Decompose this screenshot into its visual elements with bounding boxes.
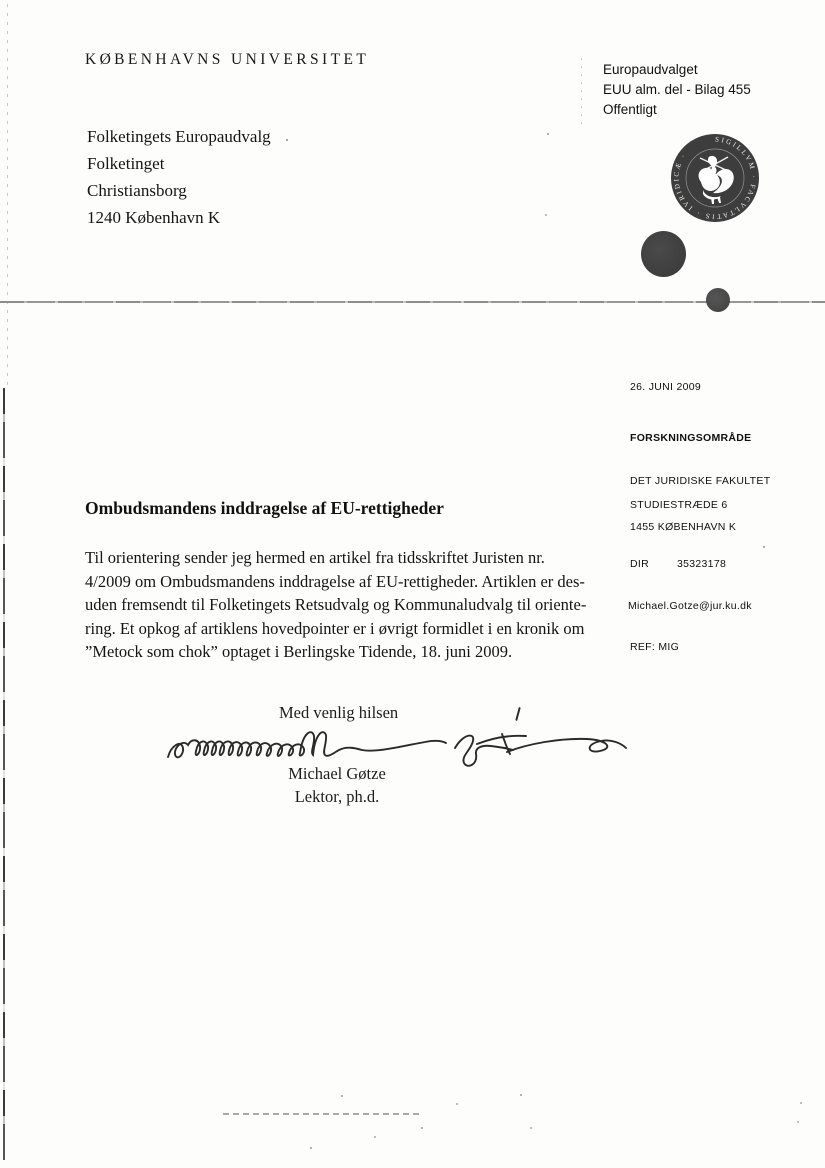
body-line: 4/2009 om Ombudsmandens inddragelse af EU-rettigheder. Artiklen er des- [85, 571, 585, 591]
faculty-name: DET JURIDISKE FAKULTET [630, 475, 771, 487]
body-line: ring. Et opkog af artiklens hovedpointer er i øvrigt formidlet i en kronik om [85, 618, 585, 638]
stray-pen-mark [515, 707, 521, 721]
recipient-address [87, 123, 271, 231]
postal-city: 1455 KØBENHAVN K [630, 521, 737, 533]
bottom-dashed-line [223, 1113, 419, 1115]
stamp-line: Offentligt [603, 102, 657, 117]
scan-noise-specks [0, 0, 2, 2]
ink-blot-large [641, 231, 686, 277]
letter-title: Ombudsmandens inddragelse af EU-rettigheder [85, 498, 444, 518]
body-line: ”Metock som chok” optaget i Berlingske Tidende, 18. juni 2009. [85, 642, 513, 662]
letter-date: 26. JUNI 2009 [630, 381, 702, 393]
scan-dotted-mark [581, 58, 582, 130]
recipient-address-line: Folketinget [87, 154, 165, 173]
department-label: FORSKNINGSOMRÅDE [630, 432, 752, 444]
signer-name: Michael Gøtze [288, 764, 386, 783]
faculty-of-law-seal-icon [670, 133, 760, 223]
street-address: STUDIESTRÆDE 6 [630, 499, 728, 511]
scan-edge-artifact-line [3, 388, 5, 1160]
scan-edge-dotted-line [7, 4, 8, 388]
signer-title: Lektor, ph.d. [294, 787, 380, 806]
committee-stamp [603, 60, 751, 120]
seal-ring-text: SIGILLVM · FACVLTATIS · IVRIDICÆ · [672, 135, 758, 221]
reference-code: REF: MIG [630, 641, 680, 653]
recipient-address-line: 1240 København K [87, 208, 221, 227]
university-name: KØBENHAVNS UNIVERSITET [85, 51, 370, 68]
body-line: uden fremsendt til Folketingets Retsudvalg og Kommunaludvalg til oriente- [85, 595, 587, 615]
letter-body [85, 546, 610, 664]
divider-line [0, 301, 825, 303]
phone-label: DIR [630, 558, 649, 570]
signature-block [237, 762, 437, 808]
recipient-address-line: Folketingets Europaudvalg [87, 127, 271, 146]
email-address: Michael.Gotze@jur.ku.dk [628, 600, 752, 612]
stamp-line: Europaudvalget [603, 62, 698, 77]
recipient-address-line: Christiansborg [87, 181, 187, 200]
closing-phrase: Med venlig hilsen [279, 703, 399, 722]
stamp-line: EUU alm. del - Bilag 455 [603, 82, 751, 97]
phone-row [630, 558, 726, 570]
phone-value: 35323178 [676, 558, 727, 570]
ink-blot-small [706, 288, 730, 312]
body-line: Til orientering sender jeg hermed en artikel fra tidsskriftet Juristen nr. [85, 548, 545, 567]
